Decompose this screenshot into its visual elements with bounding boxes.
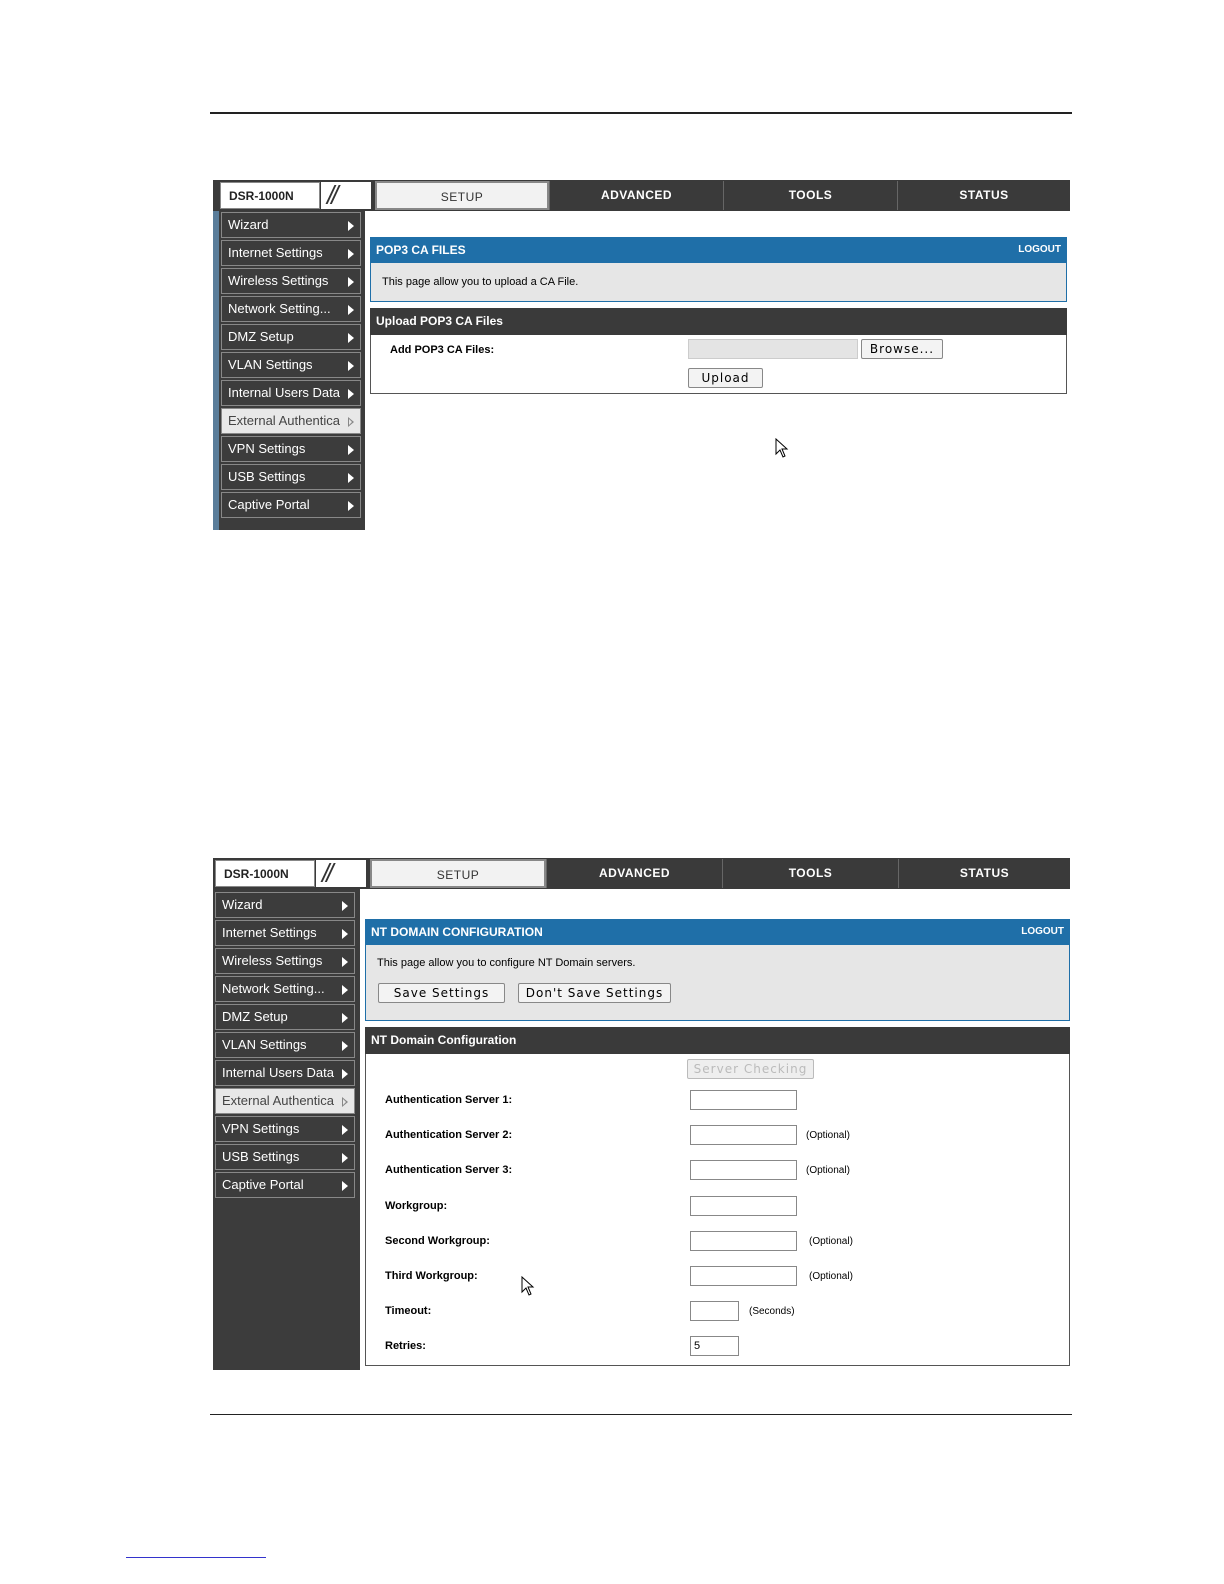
sidebar-item-label: DMZ Setup (228, 329, 294, 344)
chevron-right-icon (342, 1153, 348, 1163)
sidebar-item-vpn-settings[interactable] (215, 1116, 355, 1142)
chevron-right-icon (348, 333, 354, 343)
sidebar-item-label: VPN Settings (228, 441, 306, 456)
brand-logo: DSR-1000N (220, 182, 320, 209)
tab-advanced[interactable]: ADVANCED (549, 181, 723, 210)
tab-status[interactable]: STATUS (897, 181, 1070, 210)
chevron-right-icon (348, 277, 354, 287)
page-title: POP3 CA FILES (376, 243, 466, 257)
section-header: NT Domain Configuration (365, 1027, 1070, 1054)
info-panel (365, 945, 1070, 1021)
chevron-right-icon (342, 1125, 348, 1135)
info-text: This page allow you to upload a CA File. (382, 276, 579, 288)
sidebar-item-label: Internet Settings (228, 245, 323, 260)
chevron-right-icon (348, 473, 354, 483)
sidebar-item-internal-users-data[interactable] (221, 380, 361, 406)
chevron-right-icon (342, 929, 348, 939)
browse-button[interactable]: Browse... (861, 339, 943, 359)
sidebar-item-label: Internal Users Data (222, 1065, 334, 1080)
sidebar-item-captive-portal[interactable] (215, 1172, 355, 1198)
sidebar-item-label: VLAN Settings (228, 357, 313, 372)
sidebar-item-label: Wizard (228, 217, 269, 232)
panel-header (365, 919, 1070, 945)
sidebar-item-wizard[interactable] (221, 212, 361, 238)
sidebar-item-wireless-settings[interactable] (215, 948, 355, 974)
timeout-input[interactable] (690, 1301, 739, 1321)
chevron-right-icon (342, 901, 348, 911)
mouse-pointer-icon (775, 438, 789, 458)
page-title: NT DOMAIN CONFIGURATION (371, 925, 543, 939)
sidebar-item-vpn-settings[interactable] (221, 436, 361, 462)
workgroup-input[interactable] (690, 1196, 797, 1216)
sidebar-item-label: VPN Settings (222, 1121, 300, 1136)
sidebar-item-label: External Authentica (228, 413, 341, 428)
sidebar-item-dmz-setup[interactable] (215, 1004, 355, 1030)
sidebar-item-label: Internet Settings (222, 925, 317, 940)
upload-button[interactable]: Upload (688, 368, 763, 388)
logout-link[interactable]: LOGOUT (1018, 244, 1061, 255)
top-nav (213, 180, 1070, 211)
tab-setup[interactable]: SETUP (370, 859, 546, 888)
sidebar (213, 889, 360, 1370)
tab-tools[interactable]: TOOLS (722, 859, 898, 888)
third-workgroup-label: Third Workgroup: (385, 1270, 478, 1282)
optional-hint: (Optional) (806, 1165, 850, 1176)
chevron-right-icon (348, 417, 354, 427)
save-settings-button[interactable]: Save Settings (378, 983, 505, 1003)
file-path-field[interactable] (688, 339, 858, 359)
sidebar-item-label: USB Settings (228, 469, 306, 484)
chevron-right-icon (342, 957, 348, 967)
sidebar (213, 211, 365, 530)
add-ca-files-label: Add POP3 CA Files: (390, 344, 495, 356)
dont-save-settings-button[interactable]: Don't Save Settings (518, 983, 671, 1003)
sidebar-item-usb-settings[interactable] (215, 1144, 355, 1170)
chevron-right-icon (342, 1013, 348, 1023)
panel-header (370, 237, 1067, 263)
chevron-right-icon (348, 221, 354, 231)
chevron-right-icon (342, 985, 348, 995)
optional-hint: (Optional) (809, 1236, 853, 1247)
auth-server-3-input[interactable] (690, 1160, 797, 1180)
info-text: This page allow you to configure NT Domain servers. (377, 957, 636, 969)
sidebar-item-usb-settings[interactable] (221, 464, 361, 490)
server-checking-button[interactable]: Server Checking (687, 1059, 814, 1079)
top-nav (213, 858, 1070, 889)
sidebar-item-label: Network Setting... (228, 301, 331, 316)
auth-server-1-input[interactable] (690, 1090, 797, 1110)
nt-domain-section (365, 1054, 1070, 1366)
brand-logo: DSR-1000N (215, 860, 315, 887)
chevron-right-icon (342, 1069, 348, 1079)
auth-server-3-label: Authentication Server 3: (385, 1164, 513, 1176)
sidebar-item-label: Internal Users Data (228, 385, 340, 400)
chevron-right-icon (348, 389, 354, 399)
auth-server-1-label: Authentication Server 1: (385, 1094, 513, 1106)
sidebar-item-wizard[interactable] (215, 892, 355, 918)
info-panel (370, 263, 1067, 302)
sidebar-item-external-authentication[interactable] (215, 1088, 355, 1114)
brand-slashes-icon: // (316, 860, 366, 887)
workgroup-label: Workgroup: (385, 1200, 448, 1212)
second-workgroup-input[interactable] (690, 1231, 797, 1251)
logout-link[interactable]: LOGOUT (1021, 926, 1064, 937)
seconds-hint: (Seconds) (749, 1306, 795, 1317)
main-content (360, 889, 1070, 1370)
optional-hint: (Optional) (806, 1130, 850, 1141)
screenshot-nt-domain-configuration (213, 858, 1070, 1370)
third-workgroup-input[interactable] (690, 1266, 797, 1286)
optional-hint: (Optional) (809, 1271, 853, 1282)
sidebar-item-internet-settings[interactable] (221, 240, 361, 266)
chevron-right-icon (342, 1181, 348, 1191)
second-workgroup-label: Second Workgroup: (385, 1235, 490, 1247)
tab-setup[interactable]: SETUP (375, 181, 549, 210)
auth-server-2-label: Authentication Server 2: (385, 1129, 513, 1141)
main-content (365, 211, 1070, 530)
sidebar-item-label: USB Settings (222, 1149, 300, 1164)
sidebar-item-dmz-setup[interactable] (221, 324, 361, 350)
sidebar-item-label: Captive Portal (222, 1177, 304, 1192)
tab-tools[interactable]: TOOLS (723, 181, 897, 210)
brand-slashes-icon: // (321, 182, 371, 209)
sidebar-item-label: Wireless Settings (228, 273, 329, 288)
sidebar-item-label: External Authentica (222, 1093, 335, 1108)
chevron-right-icon (348, 361, 354, 371)
sidebar-item-label: VLAN Settings (222, 1037, 307, 1052)
screenshot-pop3-ca-files (213, 180, 1070, 530)
retries-label: Retries: (385, 1340, 426, 1352)
sidebar-item-label: Captive Portal (228, 497, 310, 512)
sidebar-strip (213, 211, 219, 530)
footer-rule (210, 1414, 1072, 1415)
footer-link-underline (126, 1557, 266, 1558)
tab-status[interactable]: STATUS (898, 859, 1070, 888)
retries-input[interactable]: 5 (690, 1336, 739, 1356)
tab-advanced[interactable]: ADVANCED (546, 859, 722, 888)
upload-section (370, 335, 1067, 394)
section-header: Upload POP3 CA Files (370, 308, 1067, 335)
chevron-right-icon (348, 305, 354, 315)
sidebar-item-network-settings[interactable] (221, 296, 361, 322)
sidebar-item-network-settings[interactable] (215, 976, 355, 1002)
sidebar-item-label: Wireless Settings (222, 953, 323, 968)
auth-server-2-input[interactable] (690, 1125, 797, 1145)
chevron-right-icon (348, 445, 354, 455)
sidebar-item-internal-users-data[interactable] (215, 1060, 355, 1086)
sidebar-item-wireless-settings[interactable] (221, 268, 361, 294)
chevron-right-icon (342, 1041, 348, 1051)
timeout-label: Timeout: (385, 1305, 432, 1317)
mouse-pointer-icon (521, 1276, 535, 1296)
sidebar-item-vlan-settings[interactable] (215, 1032, 355, 1058)
chevron-right-icon (342, 1097, 348, 1107)
sidebar-item-captive-portal[interactable] (221, 492, 361, 518)
sidebar-item-external-authentication[interactable] (221, 408, 361, 434)
sidebar-item-vlan-settings[interactable] (221, 352, 361, 378)
header-rule (210, 112, 1072, 114)
sidebar-item-label: DMZ Setup (222, 1009, 288, 1024)
sidebar-item-label: Network Setting... (222, 981, 325, 996)
chevron-right-icon (348, 501, 354, 511)
chevron-right-icon (348, 249, 354, 259)
sidebar-item-internet-settings[interactable] (215, 920, 355, 946)
sidebar-item-label: Wizard (222, 897, 263, 912)
